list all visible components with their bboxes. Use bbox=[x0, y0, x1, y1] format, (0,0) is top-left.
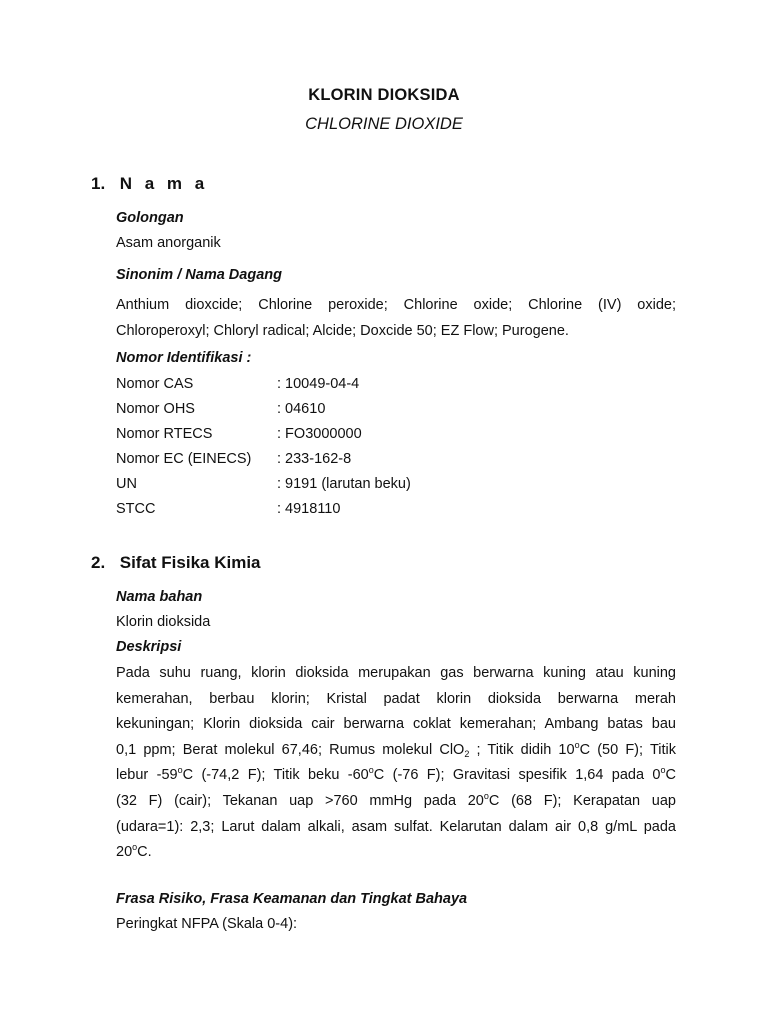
identifier-value: : 9191 (larutan beku) bbox=[277, 476, 411, 492]
nfpa-text: Peringkat NFPA (Skala 0-4): bbox=[116, 916, 298, 932]
deskripsi-paragraph bbox=[116, 661, 676, 866]
section-1-heading bbox=[91, 174, 208, 194]
nama-bahan-label: Nama bahan bbox=[116, 589, 203, 605]
frasa-label: Frasa Risiko, Frasa Keamanan dan Tingkat Bahaya bbox=[116, 891, 468, 907]
identifier-row-ec bbox=[116, 451, 516, 471]
sinonim-label: Sinonim / Nama Dagang bbox=[116, 267, 282, 283]
sinonim-paragraph bbox=[116, 292, 676, 344]
identifier-key: Nomor RTECS bbox=[116, 426, 213, 442]
deskripsi-line: kemerahan, berbau klorin; Kristal padat klorin dioksida berwarna merah bbox=[116, 690, 676, 707]
golongan-label: Golongan bbox=[116, 210, 184, 226]
identifier-key: UN bbox=[116, 476, 137, 492]
identifier-value: : 4918110 bbox=[277, 501, 341, 517]
identifier-row-stcc bbox=[116, 501, 516, 521]
section-2-number: 2. bbox=[91, 553, 106, 572]
deskripsi-line: (32 F) (cair); Tekanan uap >760 mmHg pada 20$^o$C (68 F); Kerapatan uap bbox=[116, 790, 676, 809]
identifier-key: STCC bbox=[116, 501, 156, 517]
sinonim-line: Chloroperoxyl; Chloryl radical; Alcide; Doxcide 50; EZ Flow; Purogene. bbox=[116, 323, 569, 339]
identifier-value: : 233-162-8 bbox=[277, 451, 352, 467]
document-title: KLORIN DIOKSIDA bbox=[308, 86, 460, 104]
identifier-value: : 04610 bbox=[277, 401, 326, 417]
identifier-value: : FO3000000 bbox=[277, 426, 362, 442]
deskripsi-line: kekuningan; Klorin dioksida cair berwarna coklat kemerahan; Ambang batas bau bbox=[116, 716, 676, 733]
deskripsi-line: 20$^o$C. bbox=[116, 842, 152, 861]
section-1-title: N a m a bbox=[119, 174, 209, 193]
identifier-key: Nomor OHS bbox=[116, 401, 195, 417]
document-subtitle: CHLORINE DIOXIDE bbox=[305, 115, 463, 133]
deskripsi-line: (udara=1): 2,3; Larut dalam alkali, asam sulfat. Kelarutan dalam air 0,8 g/mL pada bbox=[116, 818, 676, 835]
section-1-number: 1. bbox=[91, 174, 106, 193]
identifikasi-label: Nomor Identifikasi : bbox=[116, 350, 252, 366]
deskripsi-line: 0,1 ppm; Berat molekul 67,46; Rumus molekul ClO$_2$ ; Titik didih 10$^o$C (50 F); Titik bbox=[116, 739, 676, 759]
identifier-value: : 10049-04-4 bbox=[277, 376, 360, 392]
golongan-value: Asam anorganik bbox=[116, 235, 221, 251]
identifier-row-cas bbox=[116, 376, 516, 396]
deskripsi-line: Pada suhu ruang, klorin dioksida merupakan gas berwarna kuning atau kuning bbox=[116, 665, 676, 681]
identifier-row-rtecs bbox=[116, 426, 516, 446]
deskripsi-label: Deskripsi bbox=[116, 639, 182, 655]
identifier-row-un bbox=[116, 476, 516, 496]
sinonim-line: Anthium dioxcide; Chlorine peroxide; Chlorine oxide; Chlorine (IV) oxide; bbox=[116, 297, 676, 313]
section-2-title: Sifat Fisika Kimia bbox=[119, 553, 261, 572]
identifier-key: Nomor EC (EINECS) bbox=[116, 451, 252, 467]
identifier-row-ohs bbox=[116, 401, 516, 421]
nama-bahan-value: Klorin dioksida bbox=[116, 614, 211, 630]
section-2-heading bbox=[91, 553, 261, 573]
identifier-key: Nomor CAS bbox=[116, 376, 194, 392]
deskripsi-line: lebur -59$^o$C (-74,2 F); Titik beku -60$^o$C (-76 F); Gravitasi spesifik 1,64 pada 0$^o$C bbox=[116, 765, 676, 784]
